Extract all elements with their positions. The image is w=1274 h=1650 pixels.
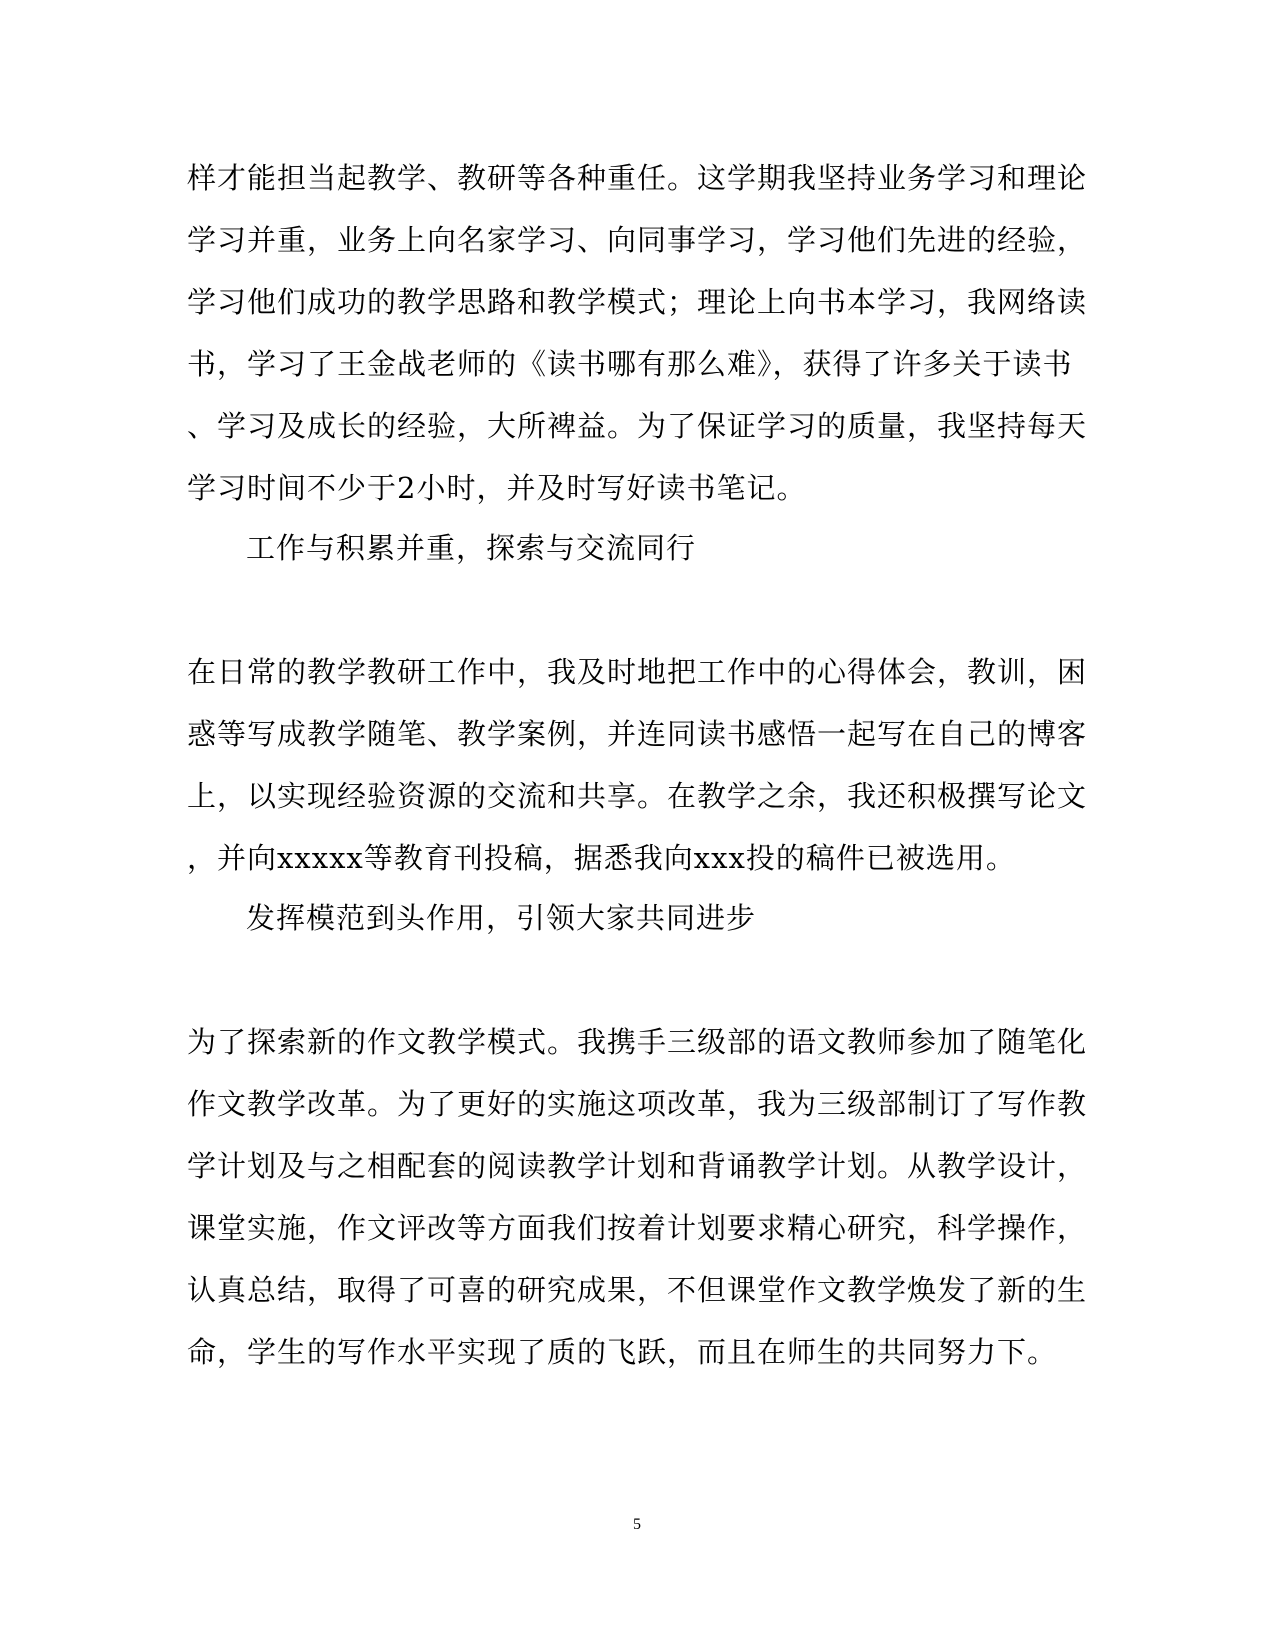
paragraph-3-line-6: 命，学生的写作水平实现了质的飞跃，而且在师生的共同努力下。 [187,1335,1058,1369]
page-number: 5 [633,1516,641,1533]
paragraph-1-line-6: 学习时间不少于2小时，并及时写好读书笔记。 [187,471,807,505]
paragraph-1-line-2: 学习并重，业务上向名家学习、向同事学习，学习他们先进的经验， [187,223,1088,257]
paragraph-3-line-2: 作文教学改革。为了更好的实施这项改革，我为三级部制订了写作教 [187,1087,1088,1121]
paragraph-1-line-4: 书，学习了王金战老师的《读书哪有那么难》，获得了许多关于读书 [187,347,1073,381]
paragraph-1-line-1: 样才能担当起教学、教研等各种重任。这学期我坚持业务学习和理论 [187,161,1088,195]
paragraph-3-line-1: 为了探索新的作文教学模式。我携手三级部的语文教师参加了随笔化 [187,1025,1088,1059]
paragraph-2-line-1: 在日常的教学教研工作中，我及时地把工作中的心得体会，教训，困 [187,655,1088,689]
paragraph-3-line-4: 课堂实施，作文评改等方面我们按着计划要求精心研究，科学操作， [187,1211,1088,1245]
paragraph-1-line-5: 、学习及成长的经验，大所裨益。为了保证学习的质量，我坚持每天 [187,409,1088,443]
paragraph-2-line-3: 上，以实现经验资源的交流和共享。在教学之余，我还积极撰写论文 [187,779,1088,813]
paragraph-3-line-3: 学计划及与之相配套的阅读教学计划和背诵教学计划。从教学设计， [187,1149,1088,1183]
paragraph-2-line-2: 惑等写成教学随笔、教学案例，并连同读书感悟一起写在自己的博客 [187,717,1088,751]
paragraph-1-line-3: 学习他们成功的教学思路和教学模式；理论上向书本学习，我网络读 [187,285,1088,319]
paragraph-3-line-5: 认真总结，取得了可喜的研究成果，不但课堂作文教学焕发了新的生 [187,1273,1088,1307]
section-heading-1: 工作与积累并重，探索与交流同行 [246,531,697,565]
paragraph-2-line-4: ，并向xxxxx等教育刊投稿，据悉我向xxx投的稿件已被选用。 [187,841,1016,875]
section-heading-2: 发挥模范到头作用，引领大家共同进步 [246,901,757,935]
